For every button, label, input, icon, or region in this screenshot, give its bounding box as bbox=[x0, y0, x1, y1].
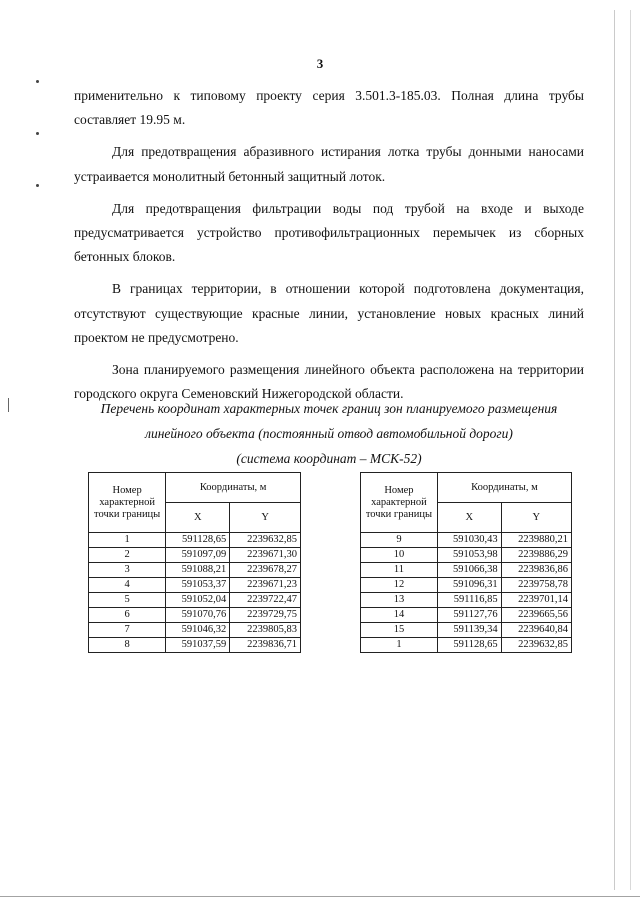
cell-y: 2239836,86 bbox=[501, 563, 571, 578]
scan-dot bbox=[36, 132, 39, 135]
table-heading bbox=[64, 396, 594, 471]
cell-y: 2239671,23 bbox=[230, 578, 301, 593]
cell-y: 2239880,21 bbox=[501, 533, 571, 548]
cell-x: 591053,98 bbox=[437, 548, 501, 563]
cell-y: 2239640,84 bbox=[501, 623, 571, 638]
paragraph: Для предотвращения фильтрации воды под трубой на входе и выходе предусматривается устройство противофильтрационных перемычек из сборных бетонных блоков. bbox=[74, 200, 584, 265]
table-row bbox=[361, 593, 572, 608]
scan-edge bbox=[0, 896, 640, 897]
cell-x: 591052,04 bbox=[166, 593, 230, 608]
cell-y: 2239722,47 bbox=[230, 593, 301, 608]
cell-x: 591070,76 bbox=[166, 608, 230, 623]
cell-point: 14 bbox=[361, 608, 438, 623]
cell-point: 13 bbox=[361, 593, 438, 608]
scan-dot bbox=[36, 80, 39, 83]
cell-point: 2 bbox=[89, 548, 166, 563]
paragraph: В границах территории, в отношении которой подготовлена документация, отсутствуют существующие красные линии, установление новых красных линий проектом не предусмотрено. bbox=[74, 281, 584, 345]
cell-y: 2239805,83 bbox=[230, 623, 301, 638]
cell-point: 7 bbox=[89, 623, 166, 638]
cell-x: 591096,31 bbox=[437, 578, 501, 593]
cell-point: 10 bbox=[361, 548, 438, 563]
paragraph: Для предотвращения абразивного истирания лотка трубы донными наносами устраивается монолитный бетонный защитный лоток. bbox=[74, 144, 584, 184]
scan-dot bbox=[36, 184, 39, 187]
cell-x: 591116,85 bbox=[437, 593, 501, 608]
cell-x: 591030,43 bbox=[437, 533, 501, 548]
header-coords: Координаты, м bbox=[166, 473, 301, 503]
cell-x: 591139,34 bbox=[437, 623, 501, 638]
table-row bbox=[361, 548, 572, 563]
table-row bbox=[361, 608, 572, 623]
table-row bbox=[89, 533, 301, 548]
cell-point: 4 bbox=[89, 578, 166, 593]
cell-x: 591053,37 bbox=[166, 578, 230, 593]
cell-point: 11 bbox=[361, 563, 438, 578]
cell-y: 2239758,78 bbox=[501, 578, 571, 593]
cell-x: 591088,21 bbox=[166, 563, 230, 578]
cell-y: 2239678,27 bbox=[230, 563, 301, 578]
header-y: Y bbox=[501, 503, 571, 533]
coordinates-table-right bbox=[360, 472, 572, 653]
cell-point: 15 bbox=[361, 623, 438, 638]
header-x: X bbox=[437, 503, 501, 533]
cell-y: 2239665,56 bbox=[501, 608, 571, 623]
header-point: Номер характерной точки границы bbox=[89, 473, 166, 533]
cell-x: 591128,65 bbox=[166, 533, 230, 548]
cell-y: 2239729,75 bbox=[230, 608, 301, 623]
table-row bbox=[361, 623, 572, 638]
scan-edge bbox=[630, 10, 631, 890]
cell-y: 2239671,30 bbox=[230, 548, 301, 563]
coordinates-table-left bbox=[88, 472, 301, 653]
header-x: X bbox=[166, 503, 230, 533]
cell-point: 1 bbox=[361, 638, 438, 653]
cell-x: 591127,76 bbox=[437, 608, 501, 623]
cell-x: 591128,65 bbox=[437, 638, 501, 653]
cell-point: 12 bbox=[361, 578, 438, 593]
cell-x: 591066,38 bbox=[437, 563, 501, 578]
table-row bbox=[89, 608, 301, 623]
table-row bbox=[89, 593, 301, 608]
cell-x: 591037,59 bbox=[166, 638, 230, 653]
table-row bbox=[361, 638, 572, 653]
cell-y: 2239632,85 bbox=[501, 638, 571, 653]
header-y: Y bbox=[230, 503, 301, 533]
table-row bbox=[361, 563, 572, 578]
scan-edge bbox=[8, 398, 9, 412]
cell-y: 2239836,71 bbox=[230, 638, 301, 653]
cell-point: 6 bbox=[89, 608, 166, 623]
table-row bbox=[89, 578, 301, 593]
table-row bbox=[89, 623, 301, 638]
cell-x: 591046,32 bbox=[166, 623, 230, 638]
heading-line: (система координат – МСК-52) bbox=[236, 451, 422, 466]
page-number: 3 bbox=[316, 56, 324, 71]
header-coords: Координаты, м bbox=[437, 473, 571, 503]
cell-point: 5 bbox=[89, 593, 166, 608]
table-row bbox=[361, 578, 572, 593]
cell-point: 1 bbox=[89, 533, 166, 548]
cell-y: 2239632,85 bbox=[230, 533, 301, 548]
cell-point: 3 bbox=[89, 563, 166, 578]
table-row bbox=[89, 563, 301, 578]
paragraph: Зона планируемого размещения линейного объекта расположена на территории городского округа Семеновский Нижегородской области. bbox=[74, 362, 584, 402]
cell-x: 591097,09 bbox=[166, 548, 230, 563]
cell-point: 9 bbox=[361, 533, 438, 548]
scan-edge bbox=[614, 10, 615, 890]
heading-line: линейного объекта (постоянный отвод автомобильной дороги) bbox=[145, 426, 513, 441]
paragraph: применительно к типовому проекту серия 3.501.3-185.03. Полная длина трубы составляет 19.95 м. bbox=[74, 88, 584, 128]
table-row bbox=[361, 533, 572, 548]
table-row bbox=[89, 548, 301, 563]
table-row bbox=[89, 638, 301, 653]
cell-point: 8 bbox=[89, 638, 166, 653]
cell-y: 2239886,29 bbox=[501, 548, 571, 563]
body-text bbox=[74, 84, 584, 414]
header-point: Номер характерной точки границы bbox=[361, 473, 438, 533]
cell-y: 2239701,14 bbox=[501, 593, 571, 608]
heading-line: Перечень координат характерных точек границ зон планируемого размещения bbox=[100, 401, 558, 416]
